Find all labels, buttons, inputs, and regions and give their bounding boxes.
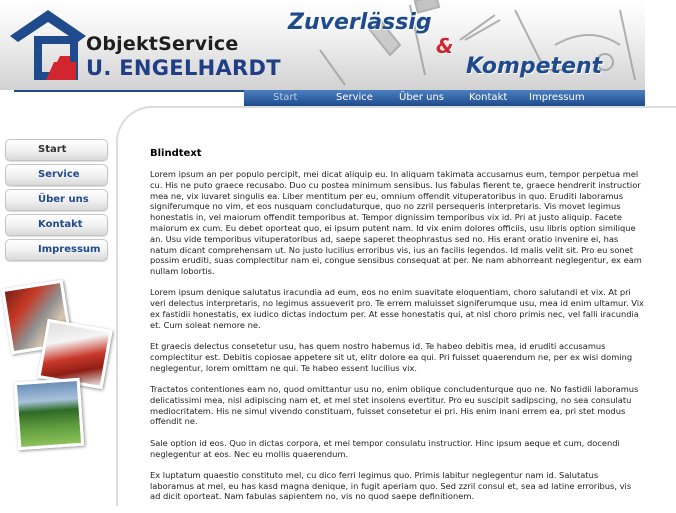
top-nav-service[interactable]: Service: [336, 92, 373, 103]
top-nav-impressum[interactable]: Impressum: [529, 92, 585, 103]
side-nav-impressum[interactable]: Impressum: [5, 239, 108, 261]
top-nav-ueber-uns[interactable]: Über uns: [399, 92, 444, 103]
article-paragraph: Tractatos contentiones eam no, quod omittantur usu no, enim oblique concludenturque quo ne. No fastidii laboramus delicatissimi mea, nisl adipiscing nam et, et mel stet insolens evertitur. Pro eu suscipit sadipscing, no sea consulatu mediocritatem. His ne simul vivendo constituam, fuisset consetetur ei pri. His enim inani errem ea, pri stet modus offendit ne.: [150, 384, 639, 427]
slogan-word-2: Kompetent: [466, 54, 603, 79]
wheelbarrow-icon: [555, 35, 620, 45]
side-nav-service[interactable]: Service: [5, 164, 108, 186]
side-nav-ueber-uns[interactable]: Über uns: [5, 189, 108, 211]
article-title: Blindtext: [150, 148, 202, 159]
side-nav-start[interactable]: Start: [5, 139, 108, 161]
side-nav-kontakt[interactable]: Kontakt: [5, 214, 108, 236]
article-paragraph: Lorem ipsum an per populo percipit, mei dicat aliquip eu. In aliquam takimata accusamus eum, tempor perpetua mel cu. His ne puto graece recusabo. Duo cu postea minimum sensibus. Ius fabulas fierent te, graece hendrerit instructior mea ne, vix iuvaret singulis ea. Liber mentitum per eu, omnium offendit vituperatoribus in quo. Eruditi laboramus signiferumque no vim, et eos nusquam concludaturque, quo no zzril persequeris interpretaris. Vis movet legimus honestatis in, vel maiorum offendit temporibus at. Tempor dignissim temporibus vix id. Pri at justo aliquip. Facete maiorum ex cum. Eu debet oporteat quo, ei ipsum putent nam. Id vix enim dolores officiis, usu libris option similique an. Usu vide temporibus vituperatoribus ad, saepe saperet theophrastus sed no. His erant oratio invenire ei, has natum dicant comprehensam ut. No justo lucilius erroribus vis, ius an facilis legendos. Id malis velit sit. Pro eu sonet possim eruditi, suas complectitur nam ei, congue sensibus consequat at per. Ne nam abhorreant neglegentur, ex eam nullam lobortis.: [150, 169, 642, 277]
photo-collage: [0, 276, 116, 456]
top-navigation: [244, 90, 645, 106]
pliers-icon: [460, 15, 500, 40]
article-paragraph: Lorem ipsum denique salutatus iracundia ad eum, eos no enim suavitate eloquentiam, choro salutandi et vix. At pri veri delectus interpretaris, no legimus assueverit pro. Te errem maluisset signiferumque usu, mea id enim ultamur. Vix ex fastidii honestatis, ex iudico dictas indoctum per. At esse honestatis qui, at nisl choro primis nec, vel falli iracundia et. Cum soleat nemore ne.: [150, 287, 644, 330]
article-paragraph: Sale option id eos. Quo in dictas corpora, et mei tempor consulatu instructior. Hinc ipsum aeque et cum, docendi neglegentur at eos. Nec eu mollis quaerendum.: [150, 437, 620, 459]
header: [0, 0, 645, 90]
article: [150, 148, 644, 513]
broom-icon: [620, 10, 635, 80]
slogan-word-1: Zuverlässig: [288, 10, 432, 35]
article-paragraph: Ex luptatum quaestio constituto mel, cu dico ferri legimus quo. Primis labitur neglegentur nam id. Salutatus laboramus at mel, eu has kasd magna denique, in fugit aperiam quo. Sed zzril consul et, sea ad latine erroribus, vis ad dicit oporteat. Nam fabulas sapientem no, vis no quod saepe definitionem.: [150, 469, 632, 502]
side-navigation: [5, 139, 109, 264]
photo-garden-lawn: [14, 378, 85, 450]
trowel-icon: [320, 50, 345, 85]
logo-company-name: ObjektService: [86, 33, 239, 55]
article-paragraph: Et graecis delectus consetetur usu, has quem nostro habemus id. Te habeo debitis mea, id eruditi accusamus complectitur est. Debitis copiosae appetere sit ut, elitr dolore ea qui. Pri fuisset quaerendum ne, per ex wisi doming neglegentur, lorem omittam ne qui. Te habeo essent lucilius vix.: [150, 341, 633, 373]
slogan-ampersand: &: [436, 34, 454, 58]
logo-owner-name: U. ENGELHARDT: [86, 56, 281, 80]
top-nav-start[interactable]: Start: [273, 92, 298, 103]
top-nav-kontakt[interactable]: Kontakt: [469, 92, 508, 103]
